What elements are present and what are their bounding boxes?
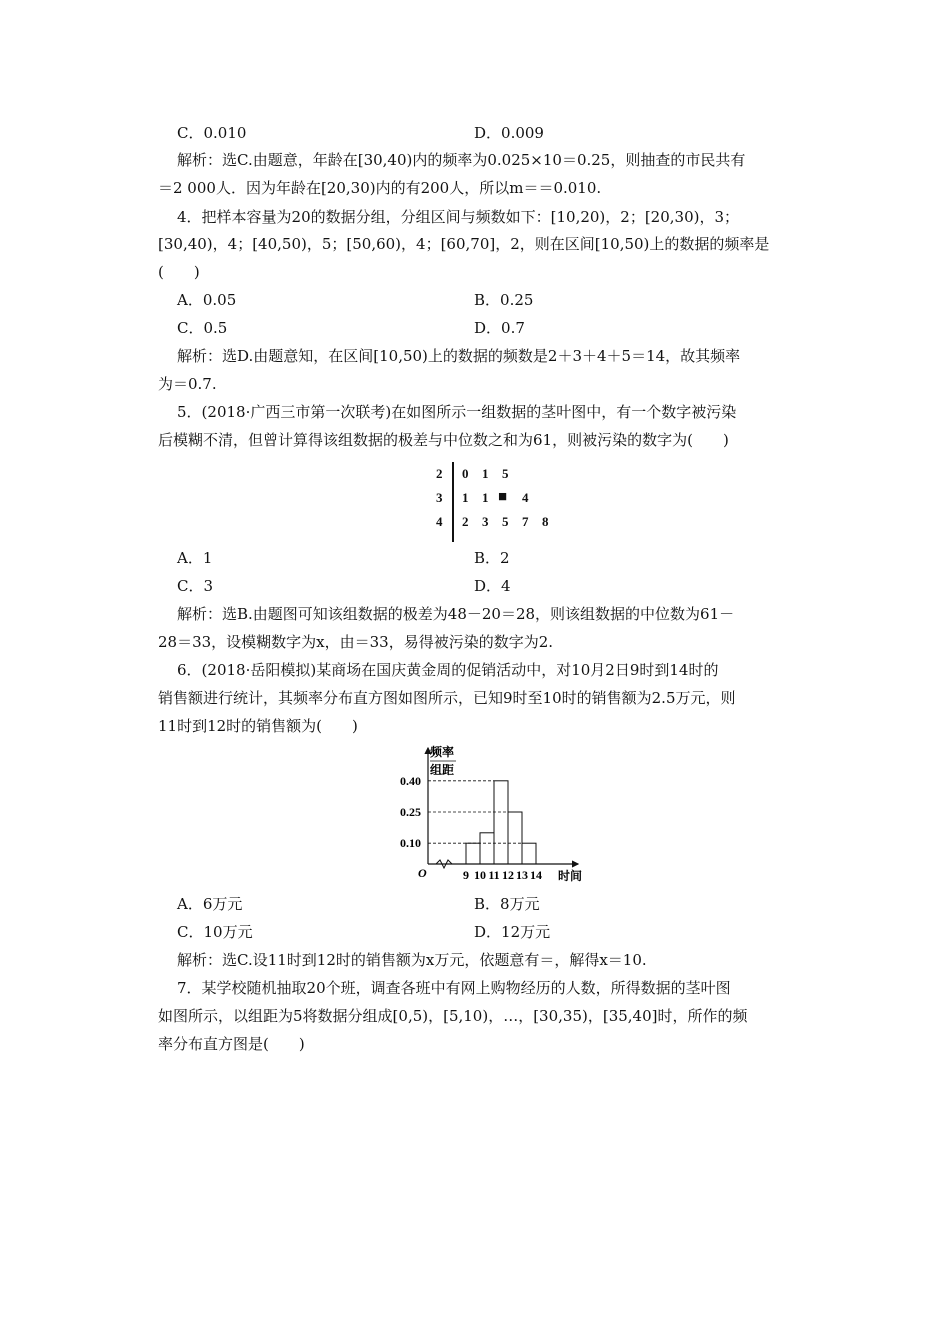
option-d: D．4 (474, 577, 511, 595)
x-tick-label: 10 (474, 868, 486, 882)
leaf: 5 (502, 514, 509, 529)
stem: 2 (436, 466, 443, 481)
question-4-text: [30,40)，4；[40,50)，5；[50,60)，4；[60,70]，2，则在区间[10,50)上的数据的频率是 (158, 235, 770, 253)
leaf: 3 (482, 514, 489, 529)
option-b: B．0.25 (474, 291, 534, 309)
question-4-text: 4．把样本容量为20的数据分组，分组区间与频数如下：[10,20)，2；[20,30)，3； (177, 208, 740, 226)
leaf: 1 (482, 490, 489, 505)
option-b: B．2 (474, 549, 510, 567)
x-label: 时间 (558, 869, 583, 883)
question-6-text: 6．(2018·岳阳模拟)某商场在国庆黄金周的促销活动中，对10月2日9时到14时的 (177, 661, 719, 679)
solution-line: 解析：选C.设11时到12时的销售额为x万元，依题意有＝，解得x＝10. (177, 951, 647, 969)
solution-line: 解析：选D.由题意知，在区间[10,50)上的数据的频数是2＋3＋4＋5＝14，故其频率 (177, 347, 741, 365)
question-7-text: 7．某学校随机抽取20个班，调查各班中有网上购物经历的人数，所得数据的茎叶图 (177, 979, 731, 997)
leaf: 4 (522, 490, 529, 505)
option-c: C．10万元 (177, 923, 253, 941)
y-tick-label: 0.40 (400, 773, 421, 788)
leaf: 2 (462, 514, 469, 529)
x-tick-label: 14 (530, 868, 542, 882)
leaf: 1 (482, 466, 489, 481)
frequency-histogram (380, 740, 595, 890)
option-a: A．0.05 (177, 291, 237, 309)
stem-divider (452, 462, 454, 542)
leaf: 5 (502, 466, 509, 481)
y-tick-label: 0.10 (400, 836, 421, 851)
question-6-text: 销售额进行统计，其频率分布直方图如图所示，已知9时至10时的销售额为2.5万元，则 (158, 689, 736, 707)
histogram-bar (494, 781, 508, 864)
solution-line: 为＝0.7. (158, 375, 217, 393)
question-6-text: 11时到12时的销售额为( ) (158, 717, 358, 735)
question-4-text: ( ) (158, 263, 200, 281)
option-d: D．0.009 (474, 124, 544, 142)
y-label-bottom: 组距 (430, 763, 455, 777)
option-c: C．0.010 (177, 124, 247, 142)
x-tick-label: 13 (516, 868, 528, 882)
stem: 4 (436, 514, 443, 529)
leaf: 1 (462, 490, 469, 505)
stem-leaf-plot (408, 458, 568, 542)
option-c: C．0.5 (177, 319, 228, 337)
question-5-text: 5．(2018·广西三市第一次联考)在如图所示一组数据的茎叶图中，有一个数字被污染 (177, 403, 737, 421)
x-tick-label: 11 (488, 868, 500, 882)
histogram-bar (522, 843, 536, 864)
histogram-bar (466, 843, 480, 864)
option-c: C．3 (177, 577, 214, 595)
solution-line: ＝2 000人．因为年龄在[20,30)内的有200人，所以m＝＝0.010. (158, 179, 602, 197)
x-tick-label: 9 (463, 868, 469, 882)
question-5-text: 后模糊不清，但曾计算得该组数据的极差与中位数之和为61，则被污染的数字为( ) (158, 431, 729, 449)
histogram-bar (480, 833, 494, 864)
option-d: D．12万元 (474, 923, 551, 941)
smudged-leaf: ■ (498, 489, 508, 505)
y-label-top: 频率 (430, 745, 455, 759)
option-d: D．0.7 (474, 319, 525, 337)
solution-line: 28＝33，设模糊数字为x，由＝33，易得被污染的数字为2. (158, 633, 554, 651)
stem: 3 (436, 490, 443, 505)
y-tick-label: 0.25 (400, 805, 421, 819)
histogram-svg (380, 740, 595, 890)
option-b: B．8万元 (474, 895, 540, 913)
leaf: 7 (522, 514, 529, 529)
solution-line: 解析：选C.由题意，年龄在[30,40)内的频率为0.025×10＝0.25，则抽查的市民共有 (177, 151, 746, 169)
leaf: 0 (462, 466, 469, 481)
question-7-text: 如图所示，以组距为5将数据分组成[0,5)，[5,10)，…，[30,35)，[35,40]时，所作的频 (158, 1007, 748, 1025)
question-7-text: 率分布直方图是( ) (158, 1035, 305, 1053)
option-a: A．6万元 (177, 895, 243, 913)
option-a: A．1 (177, 549, 213, 567)
x-tick-label: 12 (502, 868, 514, 882)
histogram-bar (508, 812, 522, 864)
solution-line: 解析：选B.由题图可知该组数据的极差为48－20＝28，则该组数据的中位数为61－ (177, 605, 735, 623)
leaf: 8 (542, 514, 549, 529)
origin-label: O (418, 866, 427, 880)
